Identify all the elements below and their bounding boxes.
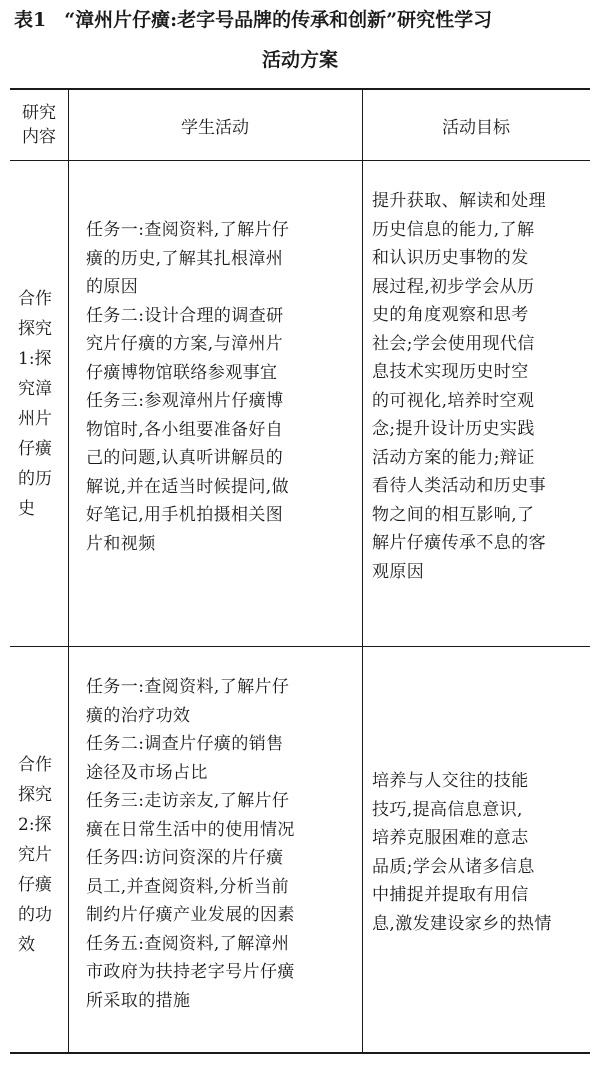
goal-line: 品质;学会从诸多信息 [372, 856, 535, 877]
activity-line: 癀的治疗功效 [86, 705, 191, 726]
activity-plan-table [10, 88, 590, 1054]
goal-line: 息技术实现历史时空 [372, 362, 529, 382]
caption-line-1 [14, 4, 492, 36]
header-research-line: 研究 [22, 103, 56, 123]
activity-line: 任务四:访问资深的片仔癀 [86, 848, 284, 868]
column-divider [362, 90, 363, 1052]
goal-line: 技巧,提高信息意识, [372, 799, 523, 820]
activity-line: 癀在日常生活中的使用情况 [86, 819, 295, 840]
row-2-research-topic [18, 750, 68, 960]
topic-line: 效 [18, 935, 35, 955]
activity-line: 任务一:查阅资料,了解片仔 [86, 220, 290, 240]
activity-line: 己的问题,认真听讲解员的 [86, 448, 284, 468]
table-title-continued: 活动方案 [261, 49, 338, 71]
activity-line: 员工,并查阅资料,分析当前 [86, 876, 290, 897]
goal-line: 中捕捉并提取有用信 [372, 885, 529, 905]
row-2-activity-goal [372, 767, 586, 938]
activity-line: 的原因 [86, 277, 139, 297]
topic-line: 究漳 [18, 379, 52, 399]
goal-line: 解片仔癀传承不息的客 [372, 533, 546, 553]
row-2-student-activity [86, 673, 358, 1015]
activity-line: 片和视频 [86, 533, 156, 554]
topic-line: 合作 [18, 755, 52, 775]
activity-line: 仔癀博物馆联络参观事宜 [86, 362, 278, 383]
row-divider [10, 646, 590, 647]
goal-line: 提升获取、解读和处理 [372, 191, 546, 211]
goal-line: 培养克服困难的意志 [372, 828, 529, 848]
activity-line: 制约片仔癀产业发展的因素 [86, 905, 295, 925]
goal-line: 活动方案的能力;辩证 [372, 447, 535, 468]
activity-line: 究片仔癀的方案,与漳州片 [86, 334, 284, 354]
header-student-activity: 学生活动 [181, 117, 249, 138]
goal-line: 看待人类活动和历史事 [372, 476, 546, 496]
activity-line: 解说,并在适当时候提问,做 [86, 476, 290, 497]
activity-line: 市政府为扶持老字号片仔癀 [86, 962, 295, 982]
topic-line: 仔癀 [18, 439, 52, 459]
header-activity-goal: 活动目标 [442, 117, 510, 138]
goal-line: 物之间的相互影响,了 [372, 504, 535, 525]
row-1-activity-goal [372, 187, 586, 586]
activity-line: 好笔记,用手机拍摄相关图 [86, 505, 284, 525]
column-divider [68, 90, 69, 1052]
topic-line: 的历 [18, 469, 52, 489]
goal-line: 息,激发建设家乡的热情 [372, 913, 552, 934]
topic-line: 究片 [18, 845, 52, 865]
topic-line: 仔癀 [18, 875, 52, 895]
activity-line: 任务三:参观漳州片仔癀博 [86, 391, 284, 411]
goal-line: 培养与人交往的技能 [372, 771, 529, 791]
activity-line: 癀的历史,了解其扎根漳州 [86, 248, 284, 269]
topic-line: 的功 [18, 905, 52, 925]
topic-line: 探究 [18, 785, 52, 805]
activity-line: 任务三:走访亲友,了解片仔 [86, 791, 290, 811]
goal-line: 观原因 [372, 561, 425, 582]
topic-line: 州片 [18, 409, 52, 429]
topic-line: 1:探 [18, 349, 52, 369]
activity-line: 所采取的措施 [86, 990, 191, 1011]
activity-line: 任务一:查阅资料,了解片仔 [86, 677, 290, 697]
activity-line: 任务二:调查片仔癀的销售 [86, 734, 284, 754]
goal-line: 史的角度观察和思考 [372, 305, 529, 325]
table-title: “漳州片仔癀:老字号品牌的传承和创新”研究性学习 [64, 9, 493, 31]
topic-line: 合作 [18, 289, 52, 309]
activity-line: 物馆时,各小组要准备好自 [86, 419, 284, 440]
activity-line: 任务五:查阅资料,了解漳州 [86, 933, 290, 954]
goal-line: 和认识历史事物的发 [372, 248, 529, 268]
header-rule [10, 160, 590, 161]
header-research-content [10, 90, 68, 160]
table-number: 表1 [14, 9, 47, 31]
activity-line: 任务二:设计合理的调查研 [86, 305, 284, 326]
header-research-line: 内容 [22, 127, 56, 147]
goal-line: 历史信息的能力,了解 [372, 219, 535, 240]
row-1-student-activity [86, 216, 358, 558]
goal-line: 展过程,初步学会从历 [372, 276, 535, 297]
goal-line: 社会;学会使用现代信 [372, 333, 535, 354]
row-1-research-topic [18, 284, 68, 524]
activity-line: 途径及市场占比 [86, 762, 208, 783]
topic-line: 探究 [18, 319, 52, 339]
topic-line: 史 [18, 499, 35, 519]
goal-line: 的可视化,培养时空观 [372, 390, 535, 411]
table-caption [0, 0, 600, 96]
topic-line: 2:探 [18, 815, 52, 835]
goal-line: 念;提升设计历史实践 [372, 419, 535, 439]
